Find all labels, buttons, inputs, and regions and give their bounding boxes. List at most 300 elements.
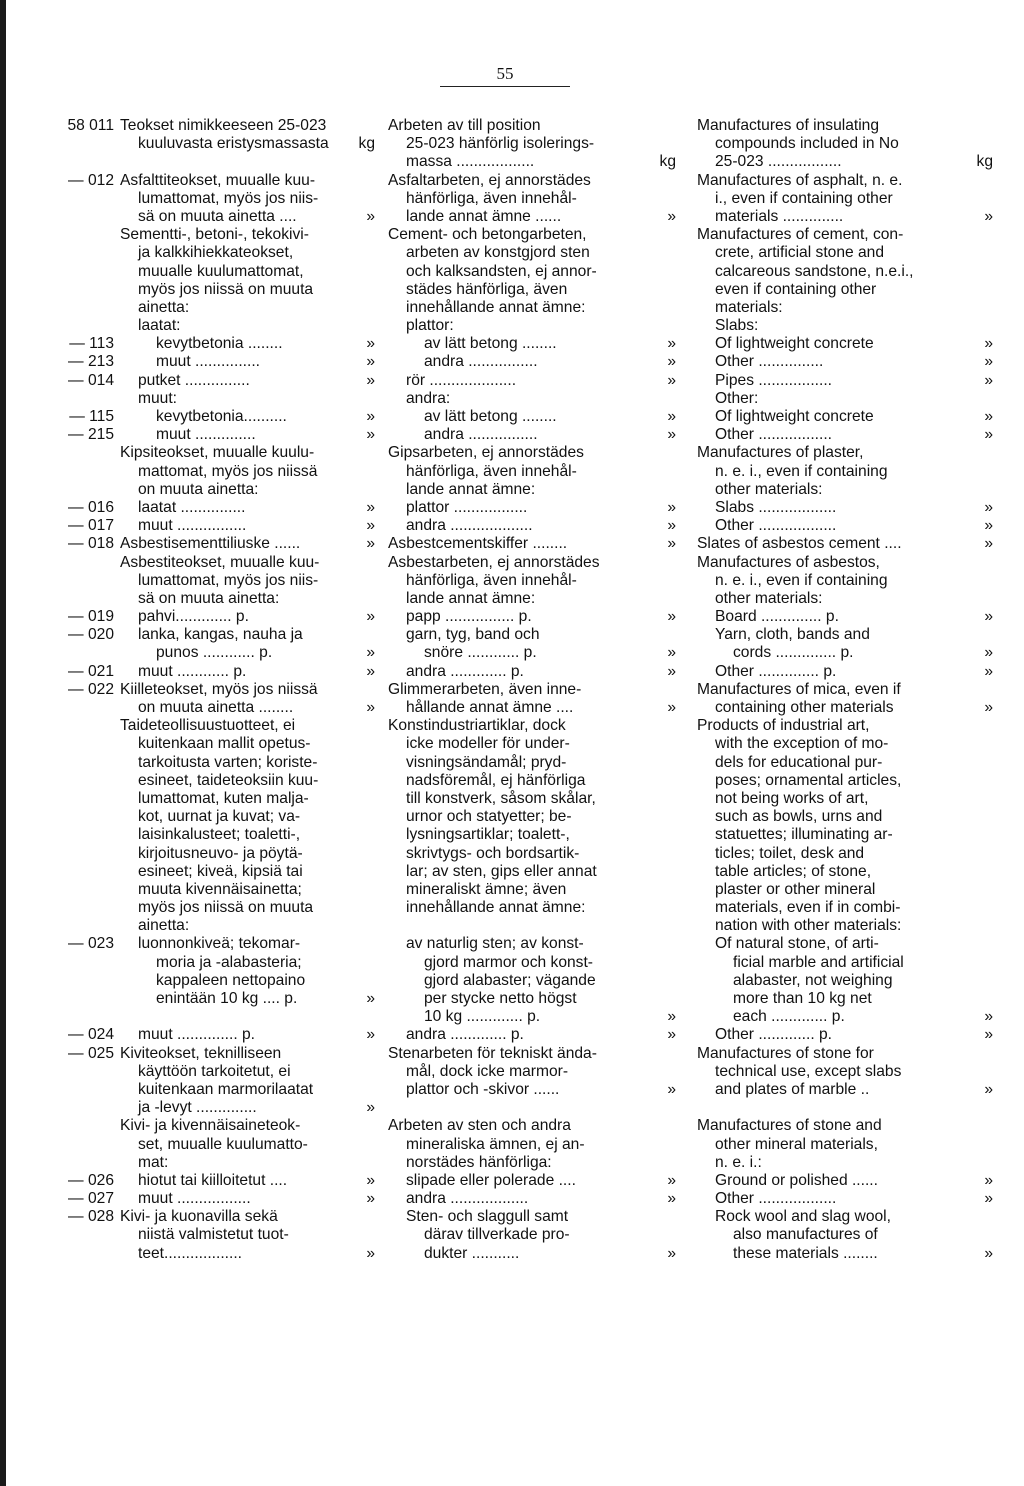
tariff-code: — 012 (68, 171, 114, 189)
entry-text: plattor och -skivor ...... (406, 1080, 560, 1098)
entry-text: nadsföremål, ej hänförliga (406, 771, 586, 789)
english-line (697, 1045, 993, 1063)
entry-text: pahvi............. p. (138, 608, 249, 626)
unit-mark: » (984, 353, 993, 371)
swedish-line (388, 772, 676, 790)
swedish-line (388, 954, 676, 972)
english-line (697, 1226, 993, 1244)
english-line (697, 717, 993, 735)
entry-text: materials .............. (715, 207, 844, 225)
entry-text: i., even if containing other (715, 189, 893, 207)
unit-mark: » (984, 535, 993, 553)
swedish-line (388, 935, 676, 953)
tariff-code: — 024 (68, 1026, 114, 1044)
english-line (697, 190, 993, 208)
finnish-line (30, 935, 375, 953)
tariff-code: — 213 (68, 353, 114, 371)
english-line (697, 1081, 993, 1099)
entry-text: Other ............. p. (715, 1026, 832, 1044)
swedish-line (388, 626, 676, 644)
english-line (697, 499, 993, 517)
tariff-code: — 025 (68, 1044, 114, 1062)
swedish-line (388, 881, 676, 899)
entry-text: andra ................ (424, 426, 538, 444)
entry-text: Slabs: (715, 317, 759, 335)
entry-text: Manufactures of insulating (697, 117, 880, 134)
english-line (697, 699, 993, 717)
entry-text: skrivtygs- och bordsartik- (406, 844, 580, 862)
finnish-line (30, 317, 375, 335)
finnish-line (30, 826, 375, 844)
finnish-line (30, 572, 375, 590)
finnish-line (30, 735, 375, 753)
entry-text: Kivi- ja kivennäisaineteok- (120, 1117, 301, 1135)
entry-text: Arbeten av till position (388, 117, 541, 134)
unit-mark: » (984, 426, 993, 444)
entry-text: cords .............. p. (733, 644, 854, 662)
unit-mark: » (366, 1171, 375, 1189)
english-line (697, 644, 993, 662)
entry-text: ja kalkkihiekkateokset, (138, 244, 294, 262)
entry-text: these materials ........ (733, 1244, 878, 1262)
swedish-line (388, 1226, 676, 1244)
unit-mark: » (984, 517, 993, 535)
english-line (697, 754, 993, 772)
english-line (697, 935, 993, 953)
unit-mark: » (984, 371, 993, 389)
unit-mark: » (984, 207, 993, 225)
finnish-line (30, 1226, 375, 1244)
entry-text: muut ................. (138, 1190, 251, 1208)
english-line (697, 1117, 993, 1135)
entry-text: 25-023 hänförlig isolerings- (406, 135, 595, 153)
swedish-line (388, 408, 676, 426)
unit-mark: » (366, 371, 375, 389)
unit-mark: » (366, 408, 375, 425)
english-line (697, 390, 993, 408)
unit-mark: » (667, 1244, 676, 1262)
entry-text: rör .................... (406, 371, 517, 389)
unit-mark: » (366, 1099, 375, 1117)
english-line (697, 481, 993, 499)
entry-text: Slabs .................. (715, 498, 837, 516)
unit-mark: » (984, 1190, 993, 1208)
unit-mark: » (984, 644, 993, 662)
entry-text: Manufactures of stone and (697, 1117, 882, 1135)
entry-text: snöre ............ p. (424, 644, 537, 662)
finnish-line (30, 699, 375, 717)
english-line (697, 535, 993, 553)
english-column (697, 117, 993, 1263)
swedish-line (388, 426, 676, 444)
swedish-line (388, 608, 676, 626)
entry-text: innehållande annat ämne: (406, 298, 586, 316)
swedish-line (388, 808, 676, 826)
tariff-code: — 020 (68, 626, 114, 644)
english-line (697, 372, 993, 390)
entry-text: 10 kg ............. p. (424, 1008, 541, 1026)
unit-mark: » (366, 608, 375, 626)
unit-mark: kg (358, 135, 375, 153)
swedish-line (388, 135, 676, 153)
swedish-line (388, 735, 676, 753)
unit-mark: » (667, 408, 676, 425)
finnish-line (30, 444, 375, 462)
english-line (697, 135, 993, 153)
swedish-line (388, 990, 676, 1008)
english-line (697, 208, 993, 226)
unit-mark: » (366, 1244, 375, 1262)
swedish-line (388, 172, 676, 190)
finnish-line (30, 845, 375, 863)
swedish-line (388, 663, 676, 681)
entry-text: mat: (138, 1153, 169, 1171)
entry-text: sä on muuta ainetta .... (138, 207, 297, 225)
english-line (697, 972, 993, 990)
entry-text: andra .................. (406, 1190, 529, 1208)
entry-text: Arbeten av sten och andra (388, 1117, 571, 1135)
swedish-line (388, 153, 676, 171)
entry-text: Asbestcementskiffer ........ (388, 535, 568, 553)
unit-mark: » (984, 662, 993, 680)
entry-text: calcareous sandstone, n.e.i., (715, 262, 914, 280)
finnish-line (30, 353, 375, 371)
unit-mark: » (366, 335, 375, 353)
entry-text: ficial marble and artificial (733, 953, 904, 971)
swedish-line (388, 208, 676, 226)
finnish-line (30, 644, 375, 662)
finnish-line (30, 1045, 375, 1063)
entry-text: esineet, taideteoksiin kuu- (138, 771, 319, 789)
swedish-column (388, 117, 676, 1263)
english-line (697, 263, 993, 281)
entry-text: muualle kuulumattomat, (138, 262, 304, 280)
unit-mark: » (366, 426, 375, 444)
swedish-line (388, 1045, 676, 1063)
english-line (697, 426, 993, 444)
english-line (697, 1026, 993, 1044)
entry-text: set, muualle kuulumatto- (138, 1135, 308, 1153)
finnish-line (30, 590, 375, 608)
finnish-line (30, 790, 375, 808)
unit-mark: » (984, 699, 993, 716)
finnish-line (30, 1008, 375, 1026)
entry-text: garn, tyg, band och (406, 626, 540, 644)
swedish-line (388, 826, 676, 844)
entry-text: städes hänförliga, även (406, 280, 568, 298)
entry-text: lanka, kangas, nauha ja (138, 626, 303, 644)
english-line (697, 990, 993, 1008)
finnish-line (30, 499, 375, 517)
entry-text: crete, artificial stone and (715, 244, 885, 262)
unit-mark: » (667, 517, 676, 535)
entry-text: Rock wool and slag wool, (715, 1208, 891, 1226)
english-line (697, 863, 993, 881)
unit-mark: » (667, 426, 676, 444)
english-line (697, 772, 993, 790)
finnish-line (30, 881, 375, 899)
entry-text: not being works of art, (715, 789, 869, 807)
entry-text: materials: (715, 298, 783, 316)
swedish-line (388, 317, 676, 335)
entry-text: till konstverk, såsom skålar, (406, 789, 596, 807)
entry-text: gjord marmor och konst- (424, 953, 593, 971)
entry-text: alabaster, not weighing (733, 971, 893, 989)
unit-mark: » (984, 608, 993, 626)
finnish-line (30, 1063, 375, 1081)
entry-text: Cement- och betongarbeten, (388, 226, 587, 244)
entry-text: Products of industrial art, (697, 717, 870, 735)
unit-mark: » (667, 608, 676, 626)
unit-mark: » (667, 1008, 676, 1026)
unit-mark: » (667, 335, 676, 353)
finnish-line (30, 263, 375, 281)
entry-text: av naturlig sten; av konst- (406, 935, 584, 953)
finnish-line (30, 717, 375, 735)
swedish-line (388, 1154, 676, 1172)
unit-mark: » (366, 517, 375, 535)
entry-text: enintään 10 kg .... p. (156, 990, 298, 1007)
entry-text: nation with other materials: (715, 917, 902, 935)
unit-mark: » (984, 1026, 993, 1044)
english-line (697, 299, 993, 317)
entry-text: Manufactures of asphalt, n. e. (697, 171, 903, 189)
entry-text: lysningsartiklar; toalett-, (406, 826, 570, 844)
swedish-line (388, 390, 676, 408)
entry-text: laisinkalusteet; toaletti-, (138, 826, 301, 844)
english-line (697, 117, 993, 135)
entry-text: other materials: (715, 589, 823, 607)
tariff-code: 58 011 (67, 117, 114, 134)
tariff-code: — 022 (68, 680, 114, 698)
entry-text: Other .................. (715, 1190, 837, 1208)
entry-text: Asbestarbeten, ej annorstädes (388, 553, 600, 571)
entry-text: Teokset nimikkeeseen 25-023 (120, 117, 327, 134)
english-line (697, 572, 993, 590)
tariff-code: — 014 (68, 371, 114, 389)
finnish-line (30, 244, 375, 262)
entry-text: Sten- och slaggull samt (406, 1208, 569, 1226)
english-line (697, 353, 993, 371)
english-line (697, 172, 993, 190)
entry-text: Asbestiteokset, muualle kuu- (120, 553, 320, 571)
entry-text: av lätt betong ........ (424, 408, 557, 425)
unit-mark: » (667, 371, 676, 389)
english-line (697, 1063, 993, 1081)
swedish-line (388, 1081, 676, 1099)
english-line (697, 1136, 993, 1154)
english-line (697, 153, 993, 171)
english-line (697, 608, 993, 626)
unit-mark: » (667, 353, 676, 371)
entry-text: Glimmerarbeten, även inne- (388, 680, 582, 698)
entry-text: hänförliga, även innehål- (406, 571, 577, 589)
finnish-line (30, 535, 375, 553)
finnish-column (30, 117, 375, 1263)
swedish-line (388, 226, 676, 244)
english-line (697, 845, 993, 863)
swedish-line (388, 790, 676, 808)
english-line (697, 408, 993, 426)
entry-text: Manufactures of plaster, (697, 444, 864, 462)
swedish-line (388, 572, 676, 590)
unit-mark: » (366, 990, 375, 1007)
entry-text: Kipsiteokset, muualle kuulu- (120, 444, 315, 462)
page-number: 55 (440, 64, 570, 87)
unit-mark: » (667, 498, 676, 516)
entry-text: putket ............... (138, 371, 250, 389)
entry-text: materials, even if in combi- (715, 899, 901, 917)
entry-text: luonnonkiveä; tekomar- (138, 935, 301, 953)
swedish-line (388, 899, 676, 917)
tariff-code: — 018 (68, 535, 114, 553)
finnish-line (30, 1190, 375, 1208)
entry-text: andra: (406, 389, 451, 407)
entry-text: 25-023 ................. (715, 153, 842, 171)
unit-mark: » (667, 1026, 676, 1044)
entry-text: icke modeller för under- (406, 735, 570, 753)
entry-text: dukter ........... (424, 1244, 520, 1262)
unit-mark: » (667, 662, 676, 680)
entry-text: mål, dock icke marmor- (406, 1062, 569, 1080)
entry-text: also manufactures of (733, 1226, 878, 1244)
entry-text: Taideteollisuustuotteet, ei (120, 717, 296, 735)
entry-text: Kivi- ja kuonavilla sekä (120, 1208, 278, 1226)
swedish-line (388, 1117, 676, 1135)
english-line (697, 444, 993, 462)
swedish-line (388, 335, 676, 353)
entry-text: plattor ................. (406, 498, 528, 516)
swedish-line (388, 263, 676, 281)
entry-text: Other .............. p. (715, 662, 837, 680)
entry-text: kuitenkaan mallit opetus- (138, 735, 311, 753)
unit-mark: kg (976, 153, 993, 171)
entry-text: laatat ............... (138, 498, 246, 516)
entry-text: andra ................ (424, 353, 538, 371)
entry-text: Manufactures of asbestos, (697, 553, 880, 571)
finnish-line (30, 917, 375, 935)
finnish-line (30, 117, 375, 135)
swedish-line (388, 372, 676, 390)
swedish-line (388, 1099, 676, 1117)
unit-mark: » (984, 1244, 993, 1262)
entry-text: laatat: (138, 317, 181, 335)
unit-mark: » (984, 498, 993, 516)
swedish-line (388, 1008, 676, 1026)
finnish-line (30, 608, 375, 626)
unit-mark: » (984, 1171, 993, 1189)
entry-text: n. e. i., even if containing (715, 571, 888, 589)
tariff-code: — 027 (68, 1190, 114, 1208)
finnish-line (30, 1099, 375, 1117)
finnish-line (30, 1208, 375, 1226)
english-line (697, 808, 993, 826)
entry-text: mineraliskt ämne; även (406, 880, 567, 898)
unit-mark: » (366, 207, 375, 225)
finnish-line (30, 863, 375, 881)
entry-text: Of lightweight concrete (715, 408, 874, 425)
entry-text: hiotut tai kiilloitetut .... (138, 1171, 288, 1189)
swedish-line (388, 1172, 676, 1190)
entry-text: each ............. p. (733, 1008, 845, 1026)
unit-mark: » (984, 408, 993, 425)
entry-text: Board .............. p. (715, 608, 839, 626)
entry-text: gjord alabaster; vägande (424, 971, 596, 989)
swedish-line (388, 1245, 676, 1263)
unit-mark: » (984, 1008, 993, 1026)
finnish-line (30, 1245, 375, 1263)
tariff-code: — 021 (68, 662, 114, 680)
entry-text: kuitenkaan marmorilaatat (138, 1080, 314, 1098)
entry-text: niistä valmistetut tuot- (138, 1226, 289, 1244)
finnish-line (30, 772, 375, 790)
swedish-line (388, 554, 676, 572)
unit-mark: » (366, 535, 375, 553)
entry-text: lumattomat, myös jos niis- (138, 189, 319, 207)
finnish-line (30, 554, 375, 572)
finnish-line (30, 1117, 375, 1135)
unit-mark: » (667, 1171, 676, 1189)
finnish-line (30, 808, 375, 826)
english-line (697, 590, 993, 608)
entry-text: statuettes; illuminating ar- (715, 826, 893, 844)
entry-text: ja -levyt .............. (138, 1099, 257, 1117)
unit-mark: » (667, 1080, 676, 1098)
english-line (697, 681, 993, 699)
finnish-line (30, 754, 375, 772)
entry-text: muut ............ p. (138, 662, 247, 680)
swedish-line (388, 535, 676, 553)
finnish-line (30, 1026, 375, 1044)
finnish-line (30, 990, 375, 1008)
finnish-line (30, 335, 375, 353)
finnish-line (30, 1136, 375, 1154)
entry-text: lande annat ämne ...... (406, 207, 562, 225)
entry-text: Manufactures of cement, con- (697, 226, 904, 244)
finnish-line (30, 1081, 375, 1099)
entry-text: norstädes hänförliga: (406, 1153, 552, 1171)
swedish-line (388, 499, 676, 517)
entry-text: muut .............. (156, 426, 256, 444)
finnish-line (30, 1172, 375, 1190)
unit-mark: » (667, 1190, 676, 1208)
entry-text: Kiviteokset, teknilliseen (120, 1044, 282, 1062)
swedish-line (388, 190, 676, 208)
english-line (697, 226, 993, 244)
finnish-line (30, 517, 375, 535)
tariff-code: — 215 (68, 426, 114, 444)
entry-text: lande annat ämne: (406, 589, 536, 607)
entry-text: esineet; kiveä, kipsiä tai (138, 862, 303, 880)
entry-text: sä on muuta ainetta: (138, 589, 280, 607)
entry-text: other mineral materials, (715, 1135, 878, 1153)
entry-text: per stycke netto högst (424, 990, 577, 1007)
english-line (697, 1008, 993, 1026)
swedish-line (388, 972, 676, 990)
english-line (697, 317, 993, 335)
swedish-line (388, 1063, 676, 1081)
entry-text: papp ................ p. (406, 608, 532, 626)
tariff-code: — 017 (68, 517, 114, 535)
scan-edge (0, 0, 6, 1486)
entry-text: ainetta: (138, 298, 190, 316)
entry-text: muut: (138, 389, 177, 407)
finnish-line (30, 172, 375, 190)
entry-text: andra ............. p. (406, 1026, 524, 1044)
entry-text: Other ................. (715, 426, 832, 444)
english-line (697, 881, 993, 899)
entry-text: massa .................. (406, 153, 535, 171)
